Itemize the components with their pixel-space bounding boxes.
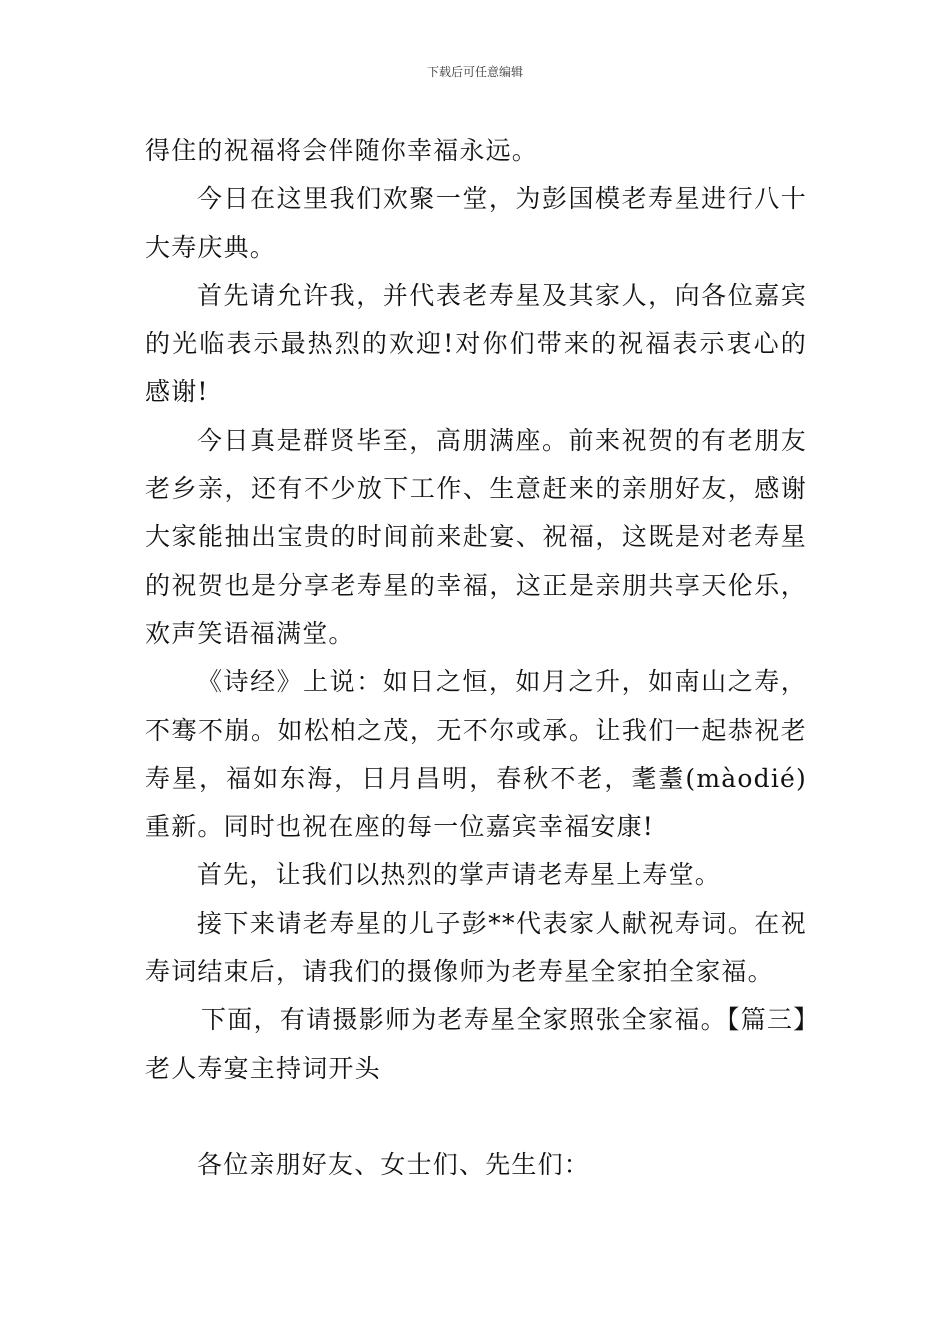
paragraph: 接下来请老寿星的儿子彭**代表家人献祝寿词。在祝寿词结束后，请我们的摄像师为老寿星全家拍全家福。 (145, 908, 807, 987)
paragraph: 首先，让我们以热烈的掌声请老寿星上寿堂。 (197, 860, 722, 890)
paragraph-greeting: 各位亲朋好友、女士们、先生们： (197, 1149, 591, 1179)
blank-line (145, 1093, 807, 1141)
page-header: 下载后可任意编辑 (426, 65, 523, 79)
paragraph: 《诗经》上说：如日之恒，如月之升，如南山之寿，不骞不崩。如松柏之茂，无不尔或承。让我们一起恭祝老寿星，福如东海，日月昌明，春秋不老，耄耋(màodié)重新。同时也祝在座的每一位嘉宾幸福安康! (145, 667, 807, 842)
document-body (145, 127, 807, 1189)
paragraph-section-heading: 下面，有请摄影师为老寿星全家照张全家福。【篇三】老人寿宴主持词开头 (145, 1005, 807, 1083)
paragraph: 今日真是群贤毕至，高朋满座。前来祝贺的有老朋友老乡亲，还有不少放下工作、生意赶来的亲朋好友，感谢大家能抽出宝贵的时间前来赴宴、祝福，这既是对老寿星的祝贺也是分享老寿星的幸福，这正是亲朋共享天伦乐，欢声笑语福满堂。 (145, 425, 807, 648)
paragraph: 今日在这里我们欢聚一堂，为彭国模老寿星进行八十大寿庆典。 (145, 184, 807, 262)
paragraph-continuation: 得住的祝福将会伴随你幸福永远。 (145, 136, 539, 165)
paragraph: 首先请允许我，并代表老寿星及其家人，向各位嘉宾的光临表示最热烈的欢迎!对你们带来的祝福表示衷心的感谢! (145, 280, 807, 407)
